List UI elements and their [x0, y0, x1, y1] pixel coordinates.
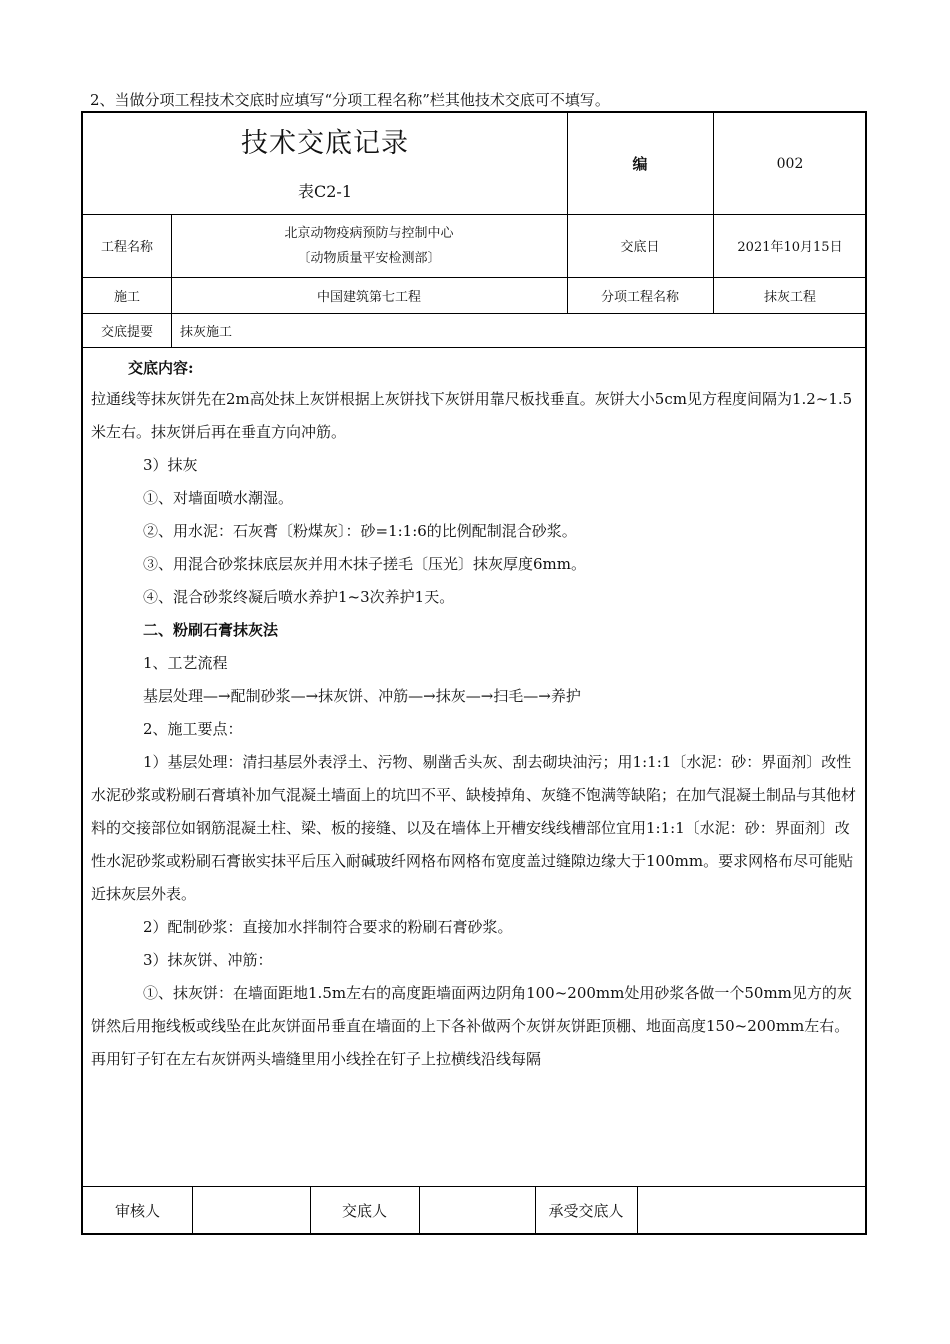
content-paragraph: 拉通线等抹灰饼先在2m高处抹上灰饼根据上灰饼找下灰饼用靠尺板找垂直。灰饼大小5cm见方程度间隔为1.2~1.5米左右。抹灰饼后再在垂直方向冲筋。 — [91, 390, 853, 441]
reviewer-label: 审核人 — [114, 1202, 160, 1220]
code-label: 编 — [632, 155, 648, 173]
content-paragraph: 3）抹灰 — [143, 456, 198, 474]
row-divider — [83, 347, 865, 348]
receiver-label: 承受交底人 — [548, 1202, 624, 1220]
disclosure-content — [91, 353, 857, 1076]
content-paragraph: ①、抹灰饼：在墙面距地1.5m左右的高度距墙面两边阴角100~200mm处用砂浆各做一个50mm见方的灰饼然后用拖线板或线坠在此灰饼面吊垂直在墙面的上下各补做两个灰饼灰饼距顶棚、地面高度150~200mm左右。再用钉子钉在左右灰饼两头墙缝里用小线拴在钉子上拉横线沿线每隔 — [91, 984, 852, 1068]
subproject-name-label: 分项工程名称 — [600, 289, 679, 305]
contractor-value: 中国建筑第七工程 — [316, 289, 421, 305]
reviewer-signature-field[interactable] — [192, 1186, 310, 1235]
presenter-label: 交底人 — [341, 1202, 387, 1220]
content-paragraph: 1）基层处理：清扫基层外表浮土、污物、剔凿舌头灰、刮去砌块油污；用1:1:1〔水泥：砂：界面剂〕改性水泥砂浆或粉刷石膏填补加气混凝土墙面上的坑凹不平、缺棱掉角、灰缝不饱满等缺陷；在加气混凝土制品与其他材料的交接部位如钢筋混凝土柱、梁、板的接缝、以及在墙体上开槽安线线槽部位宜用1:1:1〔水泥：砂：界面剂〕改性水泥砂浆或粉刷石膏嵌实抹平后压入耐碱玻纤网格布网格布宽度盖过缝隙边缘大于100mm。要求网格布尽可能贴近抹灰层外表。 — [91, 753, 857, 903]
disclosure-date-value: 2021年10月15日 — [737, 240, 843, 255]
content-paragraph: 2、施工要点： — [143, 720, 243, 738]
disclosure-date-label: 交底日 — [620, 240, 660, 255]
receiver-signature-field[interactable] — [637, 1186, 867, 1235]
contractor-label: 施工 — [113, 289, 140, 305]
project-name-line1: 北京动物疫病预防与控制中心 — [284, 225, 454, 241]
project-name-label: 工程名称 — [100, 240, 153, 255]
instruction-note: 2、当做分项工程技术交底时应填写“分项工程名称”栏其他技术交底可不填写。 — [90, 91, 610, 109]
content-heading: 交底内容: — [128, 359, 194, 377]
section-heading: 二、粉刷石膏抹灰法 — [143, 621, 279, 639]
form-number: 表C2-1 — [297, 182, 352, 201]
subproject-name-value: 抹灰工程 — [763, 289, 816, 305]
project-name-value — [171, 214, 567, 277]
content-paragraph: ④、混合砂浆终凝后喷水养护1~3次养护1天。 — [143, 588, 455, 606]
content-paragraph: ②、用水泥：石灰膏〔粉煤灰〕：砂=1:1:6的比例配制混合砂浆。 — [143, 522, 577, 540]
form-title: 技术交底记录 — [241, 128, 409, 159]
technical-disclosure-form — [81, 111, 867, 1235]
content-paragraph: 3）抹灰饼、冲筋： — [143, 951, 273, 969]
content-paragraph: ①、对墙面喷水潮湿。 — [143, 489, 294, 507]
process-flow: 基层处理—→配制砂浆—→抹灰饼、冲筋—→抹灰—→扫毛—→养护 — [143, 687, 581, 705]
content-paragraph: 2）配制砂浆：直接加水拌制符合要求的粉刷石膏砂浆。 — [143, 918, 513, 936]
project-name-line2: 〔动物质量平安检测部〕 — [297, 250, 441, 266]
summary-value: 抹灰施工 — [180, 324, 233, 340]
content-paragraph: 1、工艺流程 — [143, 654, 228, 672]
content-paragraph: ③、用混合砂浆抹底层灰并用木抹子搓毛〔压光〕抹灰厚度6mm。 — [143, 555, 586, 573]
summary-label: 交底提要 — [100, 324, 153, 340]
presenter-signature-field[interactable] — [419, 1186, 535, 1235]
code-value: 002 — [776, 155, 804, 172]
